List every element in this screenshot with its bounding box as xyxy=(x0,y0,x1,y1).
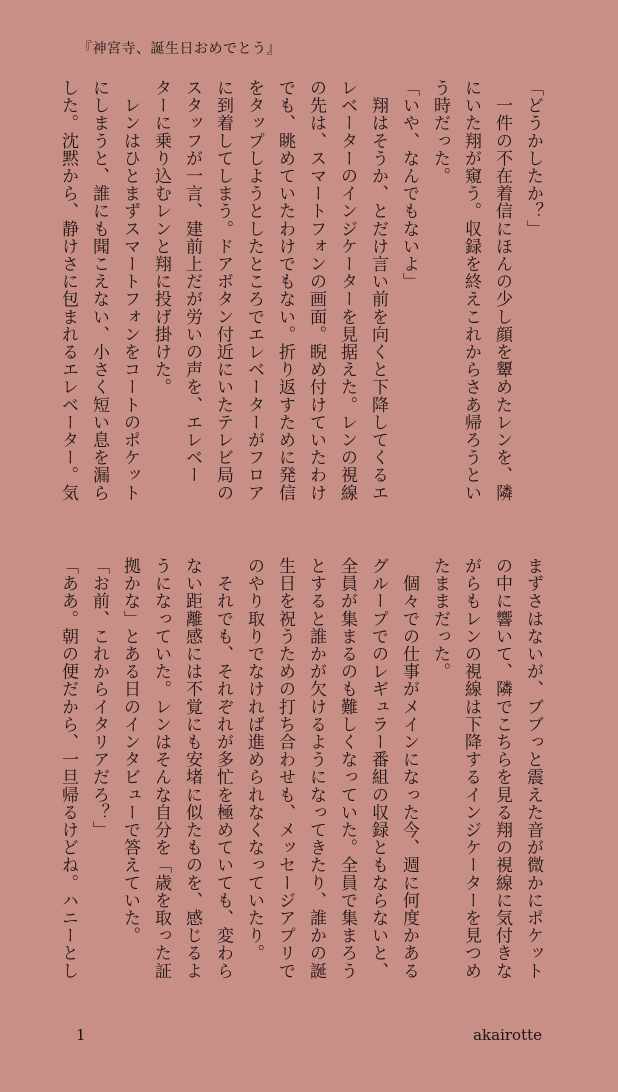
text-line: 一件の不在着信にほんの少し顔を顰めたレンを、隣 xyxy=(492,79,512,502)
text-line: でも、眺めていたわけでもない。折り返すために発信 xyxy=(275,79,295,502)
text-line: 「いや、なんでもないよ」 xyxy=(399,79,419,291)
text-block-bottom xyxy=(58,557,548,1002)
text-line: 個々での仕事がメインになった今、週に何度かある xyxy=(399,557,419,980)
text-line: ターに乗り込むレンと翔に投げ掛けた。 xyxy=(151,79,171,396)
text-line: うになっていた。レンはそんな自分を「歳を取った証 xyxy=(151,557,171,980)
text-line: たままだった。 xyxy=(430,557,450,681)
text-line: 「どうかしたか？」 xyxy=(523,79,543,238)
author-name: akairotte xyxy=(473,1026,542,1044)
text-line: ない距離感には不覚にも安堵に似たものを、感じるよ xyxy=(182,557,202,980)
text-line: をタップしようとしたところでエレベーターがフロア xyxy=(244,79,264,502)
text-line: スタッフが一言、建前上だが労いの声を、エレベー xyxy=(182,79,202,484)
text-line: の先は、スマートフォンの画面。睨め付けていたわけ xyxy=(306,79,326,502)
text-line: にいた翔が窺う。収録を終えこれからさあ帰ろうとい xyxy=(461,79,481,502)
text-line: の中に響いて、隣でこちらを見る翔の視線に気付きな xyxy=(492,557,512,980)
text-line: 「ああ。朝の便だから、一旦帰るけどね。ハニーとし xyxy=(58,557,78,980)
page-title: 『神宮寺、誕生日おめでとう』 xyxy=(78,41,281,57)
text-line: 拠かな」とある日のインタビューで答えていた。 xyxy=(120,557,140,945)
page-number: 1 xyxy=(76,1026,86,1044)
text-line: グループでのレギュラー番組の収録ともならないと、 xyxy=(368,557,388,980)
text-line: にしまうと、誰にも聞こえない、小さく短い息を漏ら xyxy=(89,79,109,502)
text-line: した。沈黙から、静けさに包まれるエレベーター。気 xyxy=(58,79,78,502)
text-line: う時だった。 xyxy=(430,79,450,185)
text-line: それでも、それぞれが多忙を極めていても、変わら xyxy=(213,557,233,980)
text-line: 全員が集まるのも難しくなっていた。全員で集まろう xyxy=(337,557,357,980)
text-line: まずさはないが、ブブっと震えた音が微かにポケット xyxy=(523,557,543,980)
text-line: レンはひとまずスマートフォンをコートのポケット xyxy=(120,79,140,502)
text-line: 生日を祝うための打ち合わせも、メッセージアプリで xyxy=(275,557,295,980)
text-line: のやり取りでなければ進められなくなっていたり。 xyxy=(244,557,264,962)
text-line: がらもレンの視線は下降するインジケーターを見つめ xyxy=(461,557,481,980)
text-line: 「お前、これからイタリアだろ？」 xyxy=(89,557,109,839)
text-line: に到着してしまう。ドアボタン付近にいたテレビ局の xyxy=(213,79,233,502)
text-line: 翔はそうか、とだけ言い前を向くと下降してくるエ xyxy=(368,79,388,502)
text-block-top xyxy=(58,79,548,515)
text-line: レベーターのインジケーターを見据えた。レンの視線 xyxy=(337,79,357,502)
text-line: とすると誰かが欠けるようになってきたり、誰かの誕 xyxy=(306,557,326,980)
